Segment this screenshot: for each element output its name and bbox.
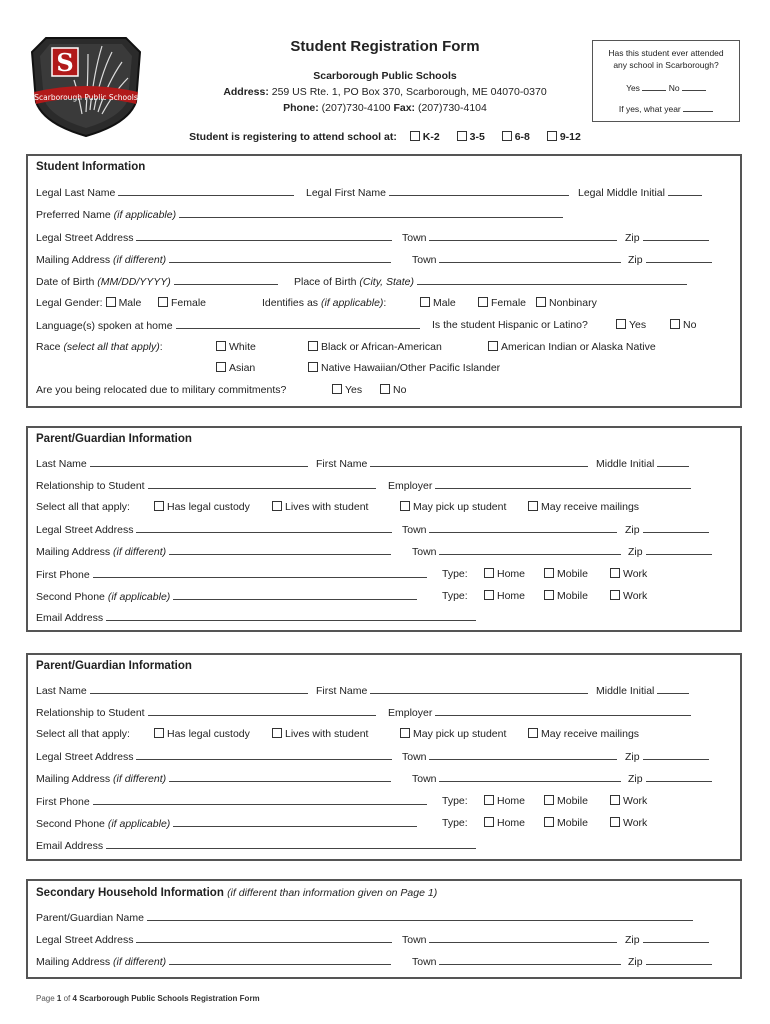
dob-field[interactable] (174, 275, 278, 285)
secondary-street-field[interactable] (136, 933, 392, 943)
guardian-1-last-name-field[interactable] (90, 457, 308, 467)
guardian-1-mailings-checkbox[interactable] (528, 501, 538, 511)
student-street-field[interactable] (136, 231, 392, 241)
guardian-1-pickup-checkbox[interactable] (400, 501, 410, 511)
guardian-1-middle-field[interactable] (657, 457, 689, 467)
preferred-name-field[interactable] (179, 208, 563, 218)
race-pacific-checkbox[interactable] (308, 362, 318, 372)
grade-68-checkbox[interactable] (502, 131, 512, 141)
guardian-2-phone1-work-checkbox[interactable] (610, 795, 620, 805)
guardian-1-street-field[interactable] (136, 523, 392, 533)
section-heading: Parent/Guardian Information (36, 433, 192, 445)
guardian-1-phone1-field[interactable] (93, 568, 427, 578)
guardian-2-mailings-checkbox[interactable] (528, 728, 538, 738)
hispanic-no-checkbox[interactable] (670, 319, 680, 329)
gender-male-checkbox[interactable] (106, 297, 116, 307)
guardian-2-email-field[interactable] (106, 839, 476, 849)
guardian-1-phone2-work-checkbox[interactable] (610, 590, 620, 600)
grade-k2-checkbox[interactable] (410, 131, 420, 141)
secondary-town-field[interactable] (429, 933, 617, 943)
guardian-2-zip-field[interactable] (643, 750, 709, 760)
section-heading: Secondary Household Information (if different than information given on Page 1) (36, 887, 438, 899)
guardian-2-mailing-town-field[interactable] (439, 772, 621, 782)
guardian-2-phone1-field[interactable] (93, 795, 427, 805)
guardian-2-pickup-checkbox[interactable] (400, 728, 410, 738)
guardian-2-employer-field[interactable] (435, 706, 691, 716)
guardian-2-phone2-mobile-checkbox[interactable] (544, 817, 554, 827)
guardian-2-phone2-home-checkbox[interactable] (484, 817, 494, 827)
school-phone: Phone: (207)730-4100 Fax: (207)730-4104 (283, 102, 487, 114)
guardian-1-phone2-field[interactable] (173, 590, 417, 600)
secondary-mailing-field[interactable] (169, 955, 391, 965)
secondary-zip-field[interactable] (643, 933, 709, 943)
school-name: Scarborough Public Schools (313, 70, 457, 82)
student-last-name-field[interactable] (118, 186, 294, 196)
guardian-2-relationship-field[interactable] (148, 706, 376, 716)
guardian-2-first-name-field[interactable] (370, 684, 588, 694)
gender-female-checkbox[interactable] (158, 297, 168, 307)
identifies-female-checkbox[interactable] (478, 297, 488, 307)
guardian-1-section: Parent/Guardian Information Last Name First Name Middle Initial Relationship to Student Employer Select all that apply: Has legal custody Lives with student May pick up student May receive mailings Legal Street Address Town Zip Mailing Address (if different) Town Zip First Phone Type: Home Mobile Work Second Phone (if applicable) Type: Home Mobile Work Email Address (26, 426, 742, 632)
guardian-2-middle-field[interactable] (657, 684, 689, 694)
guardian-2-last-name-field[interactable] (90, 684, 308, 694)
guardian-1-first-name-field[interactable] (370, 457, 588, 467)
guardian-1-relationship-field[interactable] (148, 479, 376, 489)
student-mailing-field[interactable] (169, 253, 391, 263)
guardian-2-lives-checkbox[interactable] (272, 728, 282, 738)
identifies-male-checkbox[interactable] (420, 297, 430, 307)
guardian-1-town-field[interactable] (429, 523, 617, 533)
guardian-1-zip-field[interactable] (643, 523, 709, 533)
guardian-2-custody-checkbox[interactable] (154, 728, 164, 738)
guardian-1-phone1-work-checkbox[interactable] (610, 568, 620, 578)
guardian-1-lives-checkbox[interactable] (272, 501, 282, 511)
secondary-guardian-name-field[interactable] (147, 911, 693, 921)
guardian-1-phone2-mobile-checkbox[interactable] (544, 590, 554, 600)
guardian-1-mailing-town-field[interactable] (439, 545, 621, 555)
guardian-2-mailing-zip-field[interactable] (646, 772, 712, 782)
guardian-1-email-field[interactable] (106, 611, 476, 621)
race-native-checkbox[interactable] (488, 341, 498, 351)
prior-yes-field[interactable] (642, 81, 666, 91)
guardian-2-phone2-work-checkbox[interactable] (610, 817, 620, 827)
guardian-2-town-field[interactable] (429, 750, 617, 760)
grade-selection: Student is registering to attend school at: K-2 3-5 6-8 9-12 (189, 131, 581, 143)
guardian-2-phone1-home-checkbox[interactable] (484, 795, 494, 805)
guardian-1-mailing-field[interactable] (169, 545, 391, 555)
student-first-name-field[interactable] (389, 186, 569, 196)
secondary-mailing-zip-field[interactable] (646, 955, 712, 965)
race-black-checkbox[interactable] (308, 341, 318, 351)
svg-text:Scarborough Public Schools: Scarborough Public Schools (34, 93, 138, 102)
guardian-1-mailing-zip-field[interactable] (646, 545, 712, 555)
guardian-1-phone1-home-checkbox[interactable] (484, 568, 494, 578)
student-zip-field[interactable] (643, 231, 709, 241)
section-heading: Student Information (36, 161, 146, 173)
form-title: Student Registration Form (290, 38, 480, 55)
guardian-2-phone1-mobile-checkbox[interactable] (544, 795, 554, 805)
military-yes-checkbox[interactable] (332, 384, 342, 394)
prior-no-field[interactable] (682, 81, 706, 91)
school-address: Address: 259 US Rte. 1, PO Box 370, Scarborough, ME 04070-0370 (223, 86, 547, 98)
student-mailing-zip-field[interactable] (646, 253, 712, 263)
student-middle-initial-field[interactable] (668, 186, 702, 196)
guardian-2-mailing-field[interactable] (169, 772, 391, 782)
student-section: Student Information Legal Last Name Legal First Name Legal Middle Initial Preferred Name (if applicable) Legal Street Address Town Zip Mailing Address (if different) Town Zip Date of Birth (MM/DD/YYYY) Place of Birth (City, State) Legal Gender: Male Female Identifies as (if applicable): Male Female Nonbinary Language(s) spoken at home Is the student Hispanic or Latino? Yes No Race (select all that apply): White Black or African-American American Indian or Alaska Native Asian Native Hawaiian/Other Pacific Islander Are you being relocated due to military commitments? Yes No (26, 154, 742, 408)
grade-35-checkbox[interactable] (457, 131, 467, 141)
pob-field[interactable] (417, 275, 687, 285)
language-field[interactable] (176, 319, 420, 329)
race-white-checkbox[interactable] (216, 341, 226, 351)
grade-912-checkbox[interactable] (547, 131, 557, 141)
student-mailing-town-field[interactable] (439, 253, 621, 263)
guardian-1-employer-field[interactable] (435, 479, 691, 489)
secondary-household-section: Secondary Household Information (if different than information given on Page 1) Parent/Guardian Name Legal Street Address Town Zip Mailing Address (if different) Town Zip (26, 879, 742, 979)
guardian-1-custody-checkbox[interactable] (154, 501, 164, 511)
prior-year-field[interactable] (683, 102, 713, 112)
guardian-2-section: Parent/Guardian Information Last Name First Name Middle Initial Relationship to Student Employer Select all that apply: Has legal custody Lives with student May pick up student May receive mailings Legal Street Address Town Zip Mailing Address (if different) Town Zip First Phone Type: Home Mobile Work Second Phone (if applicable) Type: Home Mobile Work Email Address (26, 653, 742, 861)
race-asian-checkbox[interactable] (216, 362, 226, 372)
page-footer: Page 1 of 4 Scarborough Public Schools Registration Form (36, 994, 260, 1003)
secondary-mailing-town-field[interactable] (439, 955, 621, 965)
prior-attendance-box: Has this student ever attended any school in Scarborough? Yes No If yes, what year (592, 40, 740, 122)
military-no-checkbox[interactable] (380, 384, 390, 394)
hispanic-yes-checkbox[interactable] (616, 319, 626, 329)
guardian-2-street-field[interactable] (136, 750, 392, 760)
guardian-1-phone2-home-checkbox[interactable] (484, 590, 494, 600)
student-town-field[interactable] (429, 231, 617, 241)
guardian-2-phone2-field[interactable] (173, 817, 417, 827)
identifies-nonbinary-checkbox[interactable] (536, 297, 546, 307)
section-heading: Parent/Guardian Information (36, 660, 192, 672)
svg-text:S: S (56, 48, 74, 77)
guardian-1-phone1-mobile-checkbox[interactable] (544, 568, 554, 578)
